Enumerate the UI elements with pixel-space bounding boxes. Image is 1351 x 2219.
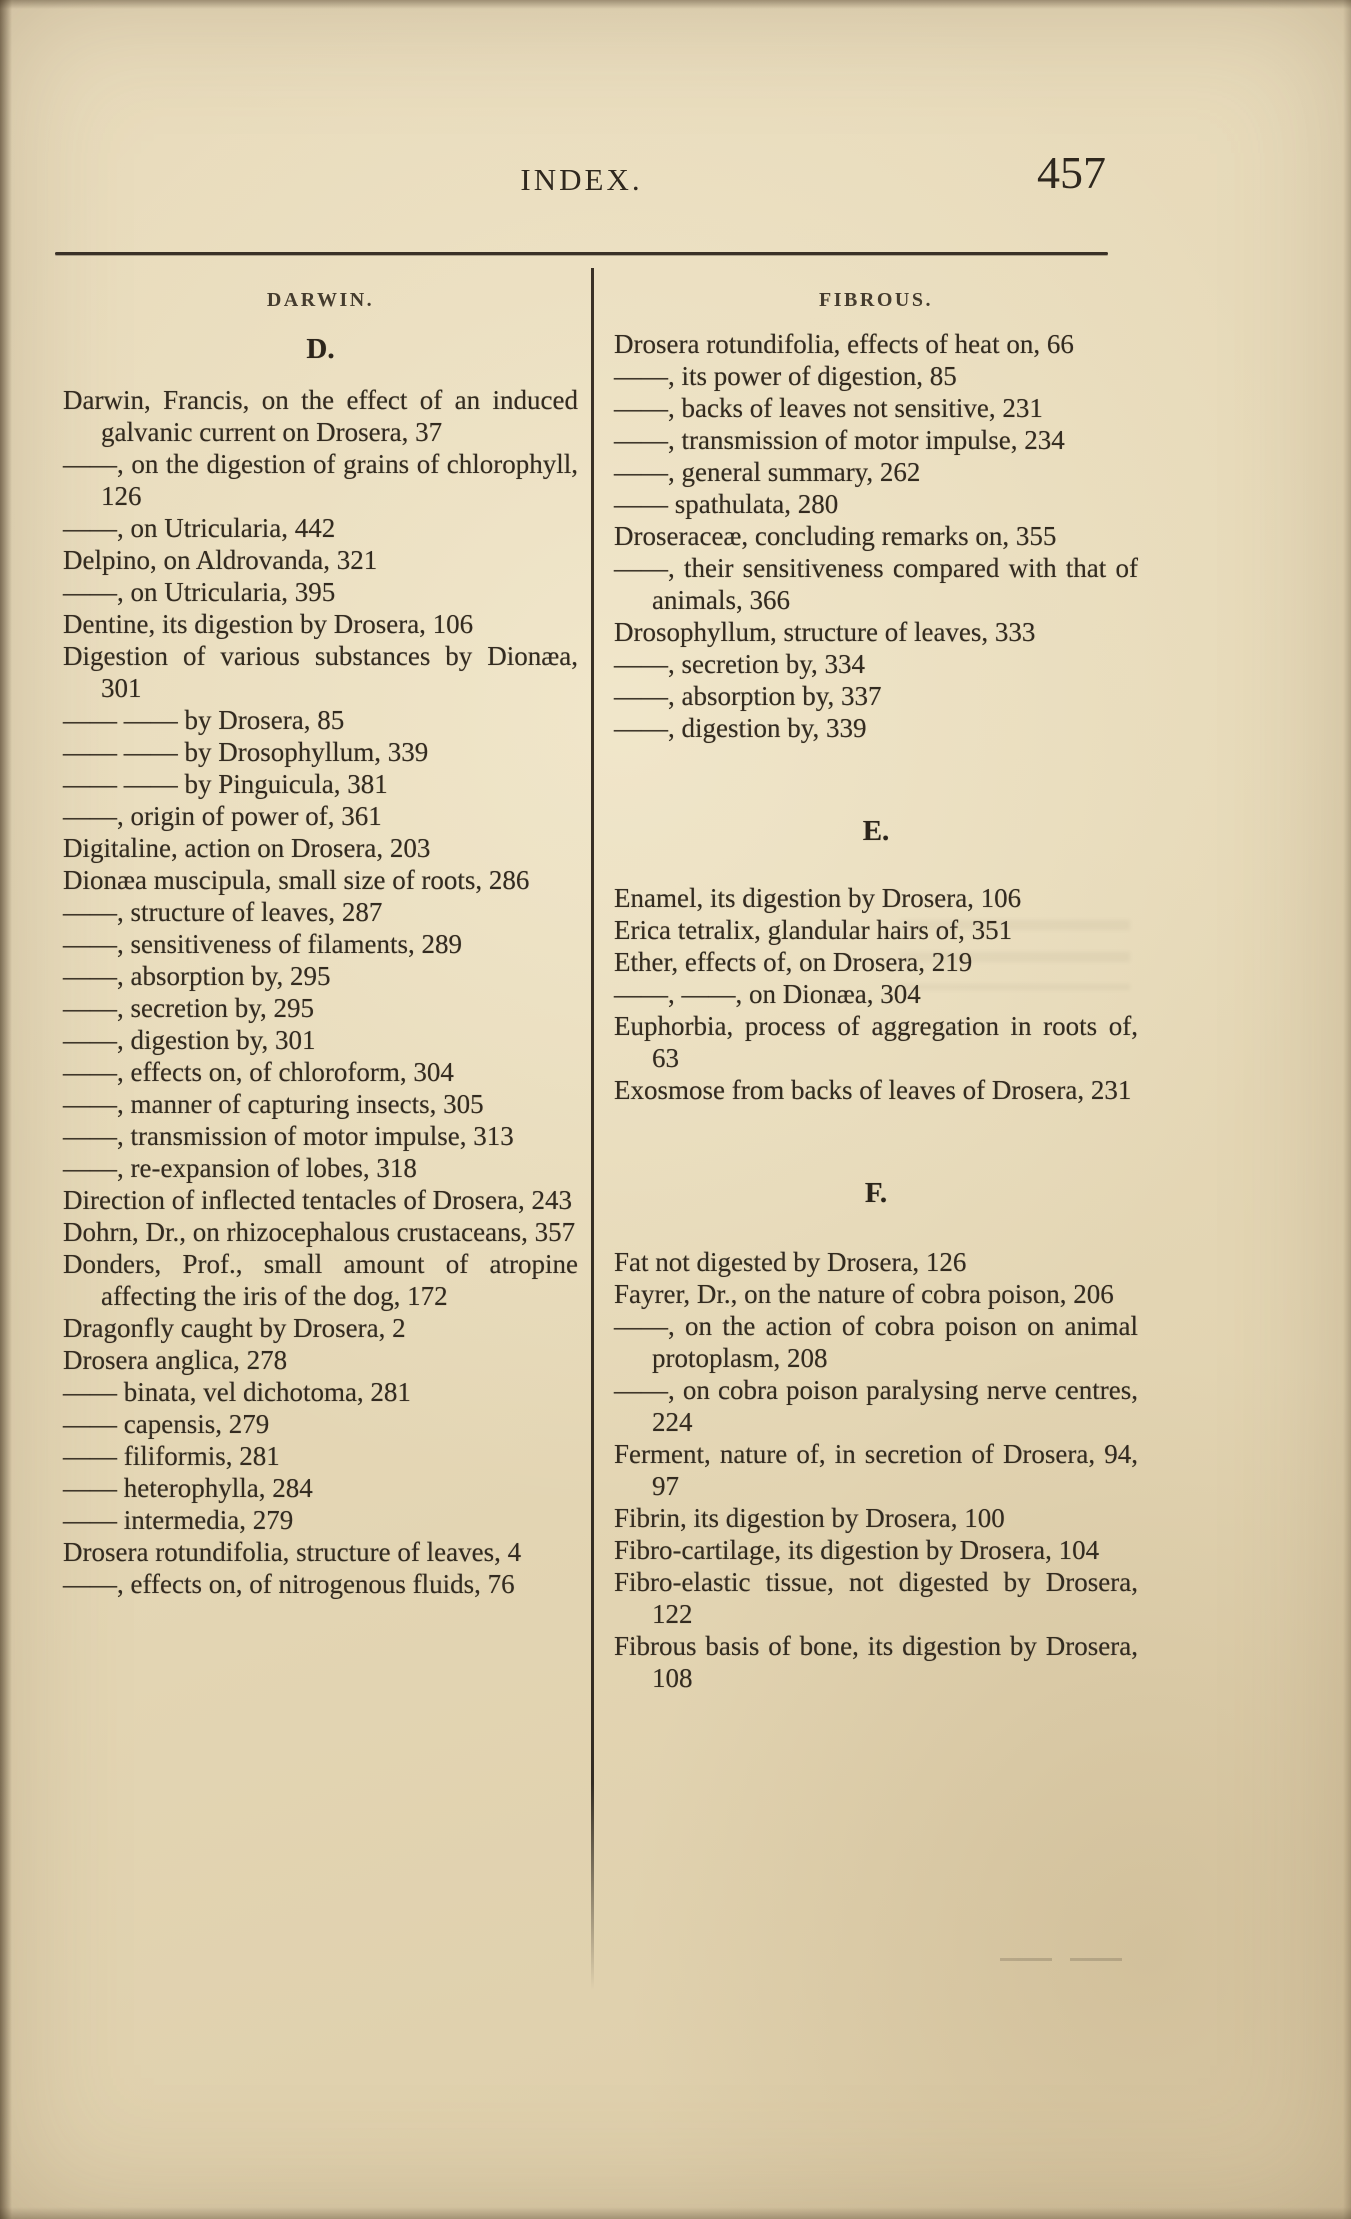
index-entry: —— —— by Pinguicula, 381 xyxy=(63,769,388,799)
index-entry: ——, effects on, of chloroform, 304 xyxy=(63,1057,454,1087)
scan-edge-right xyxy=(1343,0,1351,2219)
index-entry: ——, manner of capturing insects, 305 xyxy=(63,1089,484,1119)
index-entry: Fibrin, its digestion by Drosera, 100 xyxy=(614,1503,1005,1533)
index-entry: —— —— by Drosophyllum, 339 xyxy=(63,737,429,767)
index-entry: —— —— by Drosera, 85 xyxy=(63,705,345,735)
index-entry: Ether, effects of, on Drosera, 219 xyxy=(614,947,973,977)
index-entry: ——, its power of digestion, 85 xyxy=(614,361,957,391)
index-entry: ——, origin of power of, 361 xyxy=(63,801,382,831)
section-letter-heading: E. xyxy=(862,815,890,847)
page-number: 457 xyxy=(1037,147,1106,198)
index-entry: ——, on Utricularia, 442 xyxy=(63,513,336,543)
index-entry: ——, absorption by, 337 xyxy=(614,681,882,711)
page-title: INDEX. xyxy=(520,162,643,197)
column-divider xyxy=(591,268,594,1990)
index-entry: ——, absorption by, 295 xyxy=(63,961,331,991)
index-entry: ——, general summary, 262 xyxy=(614,457,921,487)
index-entry: Dragonfly caught by Drosera, 2 xyxy=(63,1313,406,1343)
index-entry: ——, re-expansion of lobes, 318 xyxy=(63,1153,417,1183)
index-entry: ——, secretion by, 334 xyxy=(614,649,865,679)
page-header xyxy=(55,148,1108,222)
index-entry: ——, secretion by, 295 xyxy=(63,993,314,1023)
index-column-left xyxy=(63,288,578,1600)
index-entry: Droseraceæ, concluding remarks on, 355 xyxy=(614,521,1057,551)
index-entry: ——, backs of leaves not sensitive, 231 xyxy=(614,393,1043,423)
running-head-left: DARWIN. xyxy=(266,289,375,311)
index-entry: Drosera anglica, 278 xyxy=(63,1345,288,1375)
index-column-right xyxy=(614,288,1138,1694)
index-entry: Dohrn, Dr., on rhizocephalous crustaceans, 357 xyxy=(63,1217,576,1247)
index-entry: Fayrer, Dr., on the nature of cobra poison, 206 xyxy=(614,1279,1114,1309)
index-entry: ——, on Utricularia, 395 xyxy=(63,577,336,607)
scan-edge-top xyxy=(0,0,1351,9)
index-entry: Fibro-elastic tissue, not digested by Drosera, 122 xyxy=(614,1567,1138,1629)
index-entry: Euphorbia, process of aggregation in roots of, 63 xyxy=(614,1011,1138,1073)
index-entry: —— heterophylla, 284 xyxy=(63,1473,313,1503)
index-entry: ——, transmission of motor impulse, 234 xyxy=(614,425,1065,455)
index-entry: Erica tetralix, glandular hairs of, 351 xyxy=(614,915,1013,945)
index-entry: ——, transmission of motor impulse, 313 xyxy=(63,1121,514,1151)
index-entry: ——, on the action of cobra poison on animal protoplasm, 208 xyxy=(614,1311,1138,1373)
index-entry: ——, their sensitiveness compared with that of animals, 366 xyxy=(614,553,1138,615)
index-entry: Enamel, its digestion by Drosera, 106 xyxy=(614,883,1022,913)
index-entry: Delpino, on Aldrovanda, 321 xyxy=(63,545,378,575)
index-entry: Fat not digested by Drosera, 126 xyxy=(614,1247,967,1277)
index-entry: Fibrous basis of bone, its digestion by Drosera, 108 xyxy=(614,1631,1138,1693)
index-entry: ——, ——, on Dionæa, 304 xyxy=(614,979,921,1009)
index-entry: Drosophyllum, structure of leaves, 333 xyxy=(614,617,1036,647)
scan-edge-bottom xyxy=(0,2207,1351,2219)
index-entry: Digestion of various substances by Dionæa, 301 xyxy=(63,641,578,703)
index-entry: ——, effects on, of nitrogenous fluids, 76 xyxy=(63,1569,515,1599)
index-entry: Dentine, its digestion by Drosera, 106 xyxy=(63,609,474,639)
index-entry: ——, digestion by, 339 xyxy=(614,713,867,743)
index-entry: Dionæa muscipula, small size of roots, 286 xyxy=(63,865,530,895)
index-entry: ——, sensitiveness of filaments, 289 xyxy=(63,929,462,959)
index-entry: —— filiformis, 281 xyxy=(63,1441,280,1471)
index-entry: Direction of inflected tentacles of Drosera, 243 xyxy=(63,1185,573,1215)
index-entry: —— capensis, 279 xyxy=(63,1409,270,1439)
index-entry: Drosera rotundifolia, effects of heat on, 66 xyxy=(614,329,1074,359)
index-entry: —— intermedia, 279 xyxy=(63,1505,294,1535)
index-entry: Ferment, nature of, in secretion of Drosera, 94, 97 xyxy=(614,1439,1138,1501)
faint-dash-artifact xyxy=(1000,1958,1150,1962)
index-entry: Donders, Prof., small amount of atropine affecting the iris of the dog, 172 xyxy=(63,1249,578,1311)
index-entry: Exosmose from backs of leaves of Drosera, 231 xyxy=(614,1075,1132,1105)
section-letter-heading: D. xyxy=(306,333,335,365)
index-entry: ——, digestion by, 301 xyxy=(63,1025,316,1055)
section-letter-heading: F. xyxy=(864,1177,888,1209)
index-entry: Digitaline, action on Drosera, 203 xyxy=(63,833,431,863)
index-entry: ——, on the digestion of grains of chlorophyll, 126 xyxy=(63,449,578,511)
index-entry: ——, structure of leaves, 287 xyxy=(63,897,383,927)
header-rule xyxy=(55,252,1108,255)
index-entry: —— binata, vel dichotoma, 281 xyxy=(63,1377,411,1407)
index-entry: Darwin, Francis, on the effect of an induced galvanic current on Drosera, 37 xyxy=(63,385,578,447)
index-entry: Drosera rotundifolia, structure of leaves, 4 xyxy=(63,1537,522,1567)
index-entry: ——, on cobra poison paralysing nerve centres, 224 xyxy=(614,1375,1138,1437)
index-entry: Fibro-cartilage, its digestion by Drosera, 104 xyxy=(614,1535,1100,1565)
index-entry: —— spathulata, 280 xyxy=(614,489,839,519)
scan-edge-left xyxy=(0,0,12,2219)
running-head-right: FIBROUS. xyxy=(819,289,933,311)
